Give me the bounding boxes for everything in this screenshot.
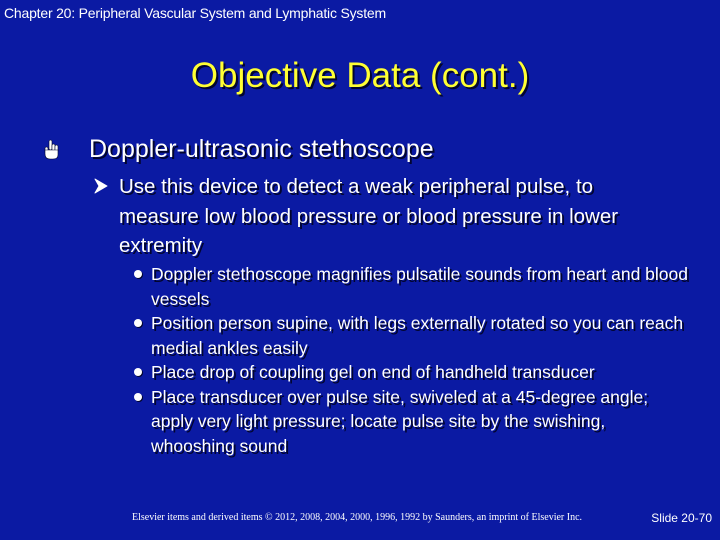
- list-item-text: Place transducer over pulse site, swiveled at a 45-degree angle; apply very light pressure; locate pulse site by the swishing, whooshing sound: [151, 386, 649, 456]
- bullet-dot-icon: [134, 393, 142, 401]
- arrowhead-bullet-icon: [94, 178, 108, 194]
- level2-text: Use this device to detect a weak peripheral pulse, to measure low blood pressure or blood pressure in lower extremity: [119, 175, 619, 257]
- list-item-text: Place drop of coupling gel on end of handheld transducer: [151, 362, 595, 382]
- list-item: [131, 360, 691, 385]
- level1-text: Doppler-ultrasonic stethoscope: [89, 135, 434, 163]
- list-item-text: Doppler stethoscope magnifies pulsatile sounds from heart and blood vessels: [151, 264, 688, 309]
- chapter-header: Chapter 20: Peripheral Vascular System and Lymphatic System: [4, 5, 386, 21]
- slide-number: Slide 20-70: [651, 511, 712, 525]
- level2-bullet-item: [94, 172, 674, 261]
- list-item: [131, 311, 691, 360]
- copyright-notice: Elsevier items and derived items © 2012, 2008, 2004, 2000, 1996, 1992 by Saunders, an imprint of Elsevier Inc.: [132, 512, 583, 523]
- list-item: [131, 262, 691, 311]
- level3-bullet-list: [131, 262, 691, 458]
- hand-pointer-bullet-icon: [40, 139, 62, 161]
- slide-title: Objective Data (cont.): [190, 56, 530, 95]
- bullet-dot-icon: [134, 319, 142, 327]
- bullet-dot-icon: [134, 368, 142, 376]
- bullet-dot-icon: [134, 270, 142, 278]
- list-item: [131, 385, 691, 459]
- list-item-text: Position person supine, with legs externally rotated so you can reach medial ankles easily: [151, 313, 684, 358]
